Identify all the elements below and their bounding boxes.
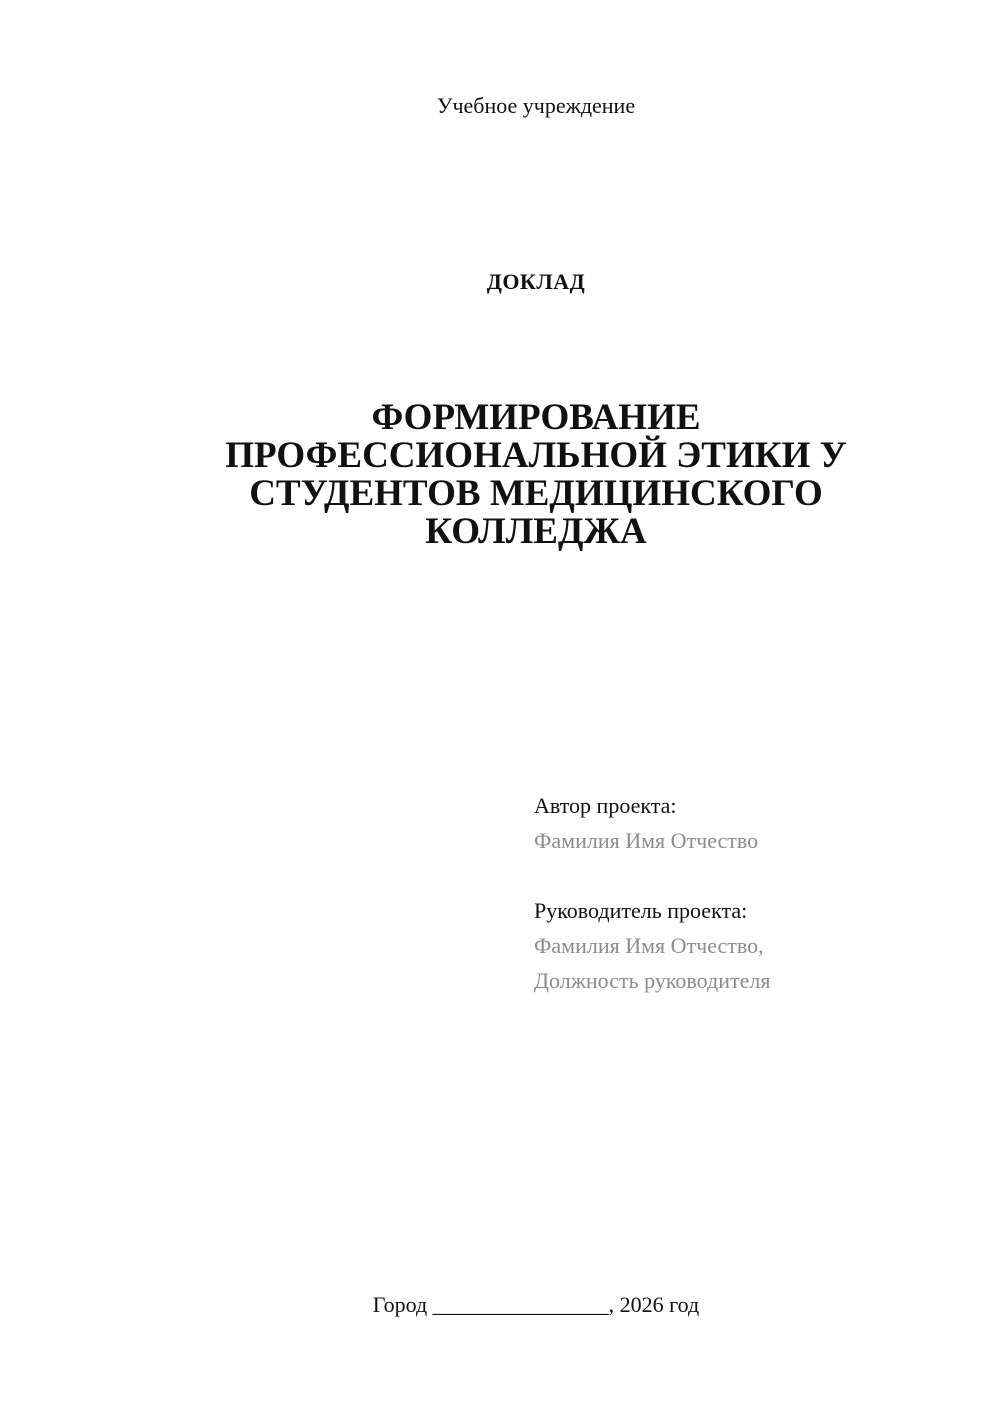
- title-line: ПРОФЕССИОНАЛЬНОЙ ЭТИКИ У: [225, 435, 847, 476]
- report-title: [180, 399, 892, 551]
- supervisor-position: Должность руководителя: [534, 968, 771, 993]
- institution-name: Учебное учреждение: [436, 93, 636, 118]
- supervisor-label: Руководитель проекта:: [534, 898, 748, 923]
- project-people: [534, 788, 974, 998]
- document-type: ДОКЛАД: [486, 269, 586, 294]
- title-line: КОЛЛЕДЖА: [425, 511, 647, 552]
- author-label: Автор проекта:: [534, 793, 677, 818]
- city-blank: ________________: [432, 1292, 609, 1317]
- title-line: СТУДЕНТОВ МЕДИЦИНСКОГО: [249, 473, 823, 514]
- title-line: ФОРМИРОВАНИЕ: [371, 397, 701, 438]
- supervisor-block: [534, 893, 974, 998]
- city-label: Город: [372, 1292, 428, 1317]
- supervisor-name: Фамилия Имя Отчество,: [534, 933, 764, 958]
- year-text: , 2026 год: [608, 1292, 700, 1317]
- city-year-line: [0, 1290, 1000, 1320]
- author-name: Фамилия Имя Отчество: [534, 828, 759, 853]
- author-block: [534, 788, 974, 858]
